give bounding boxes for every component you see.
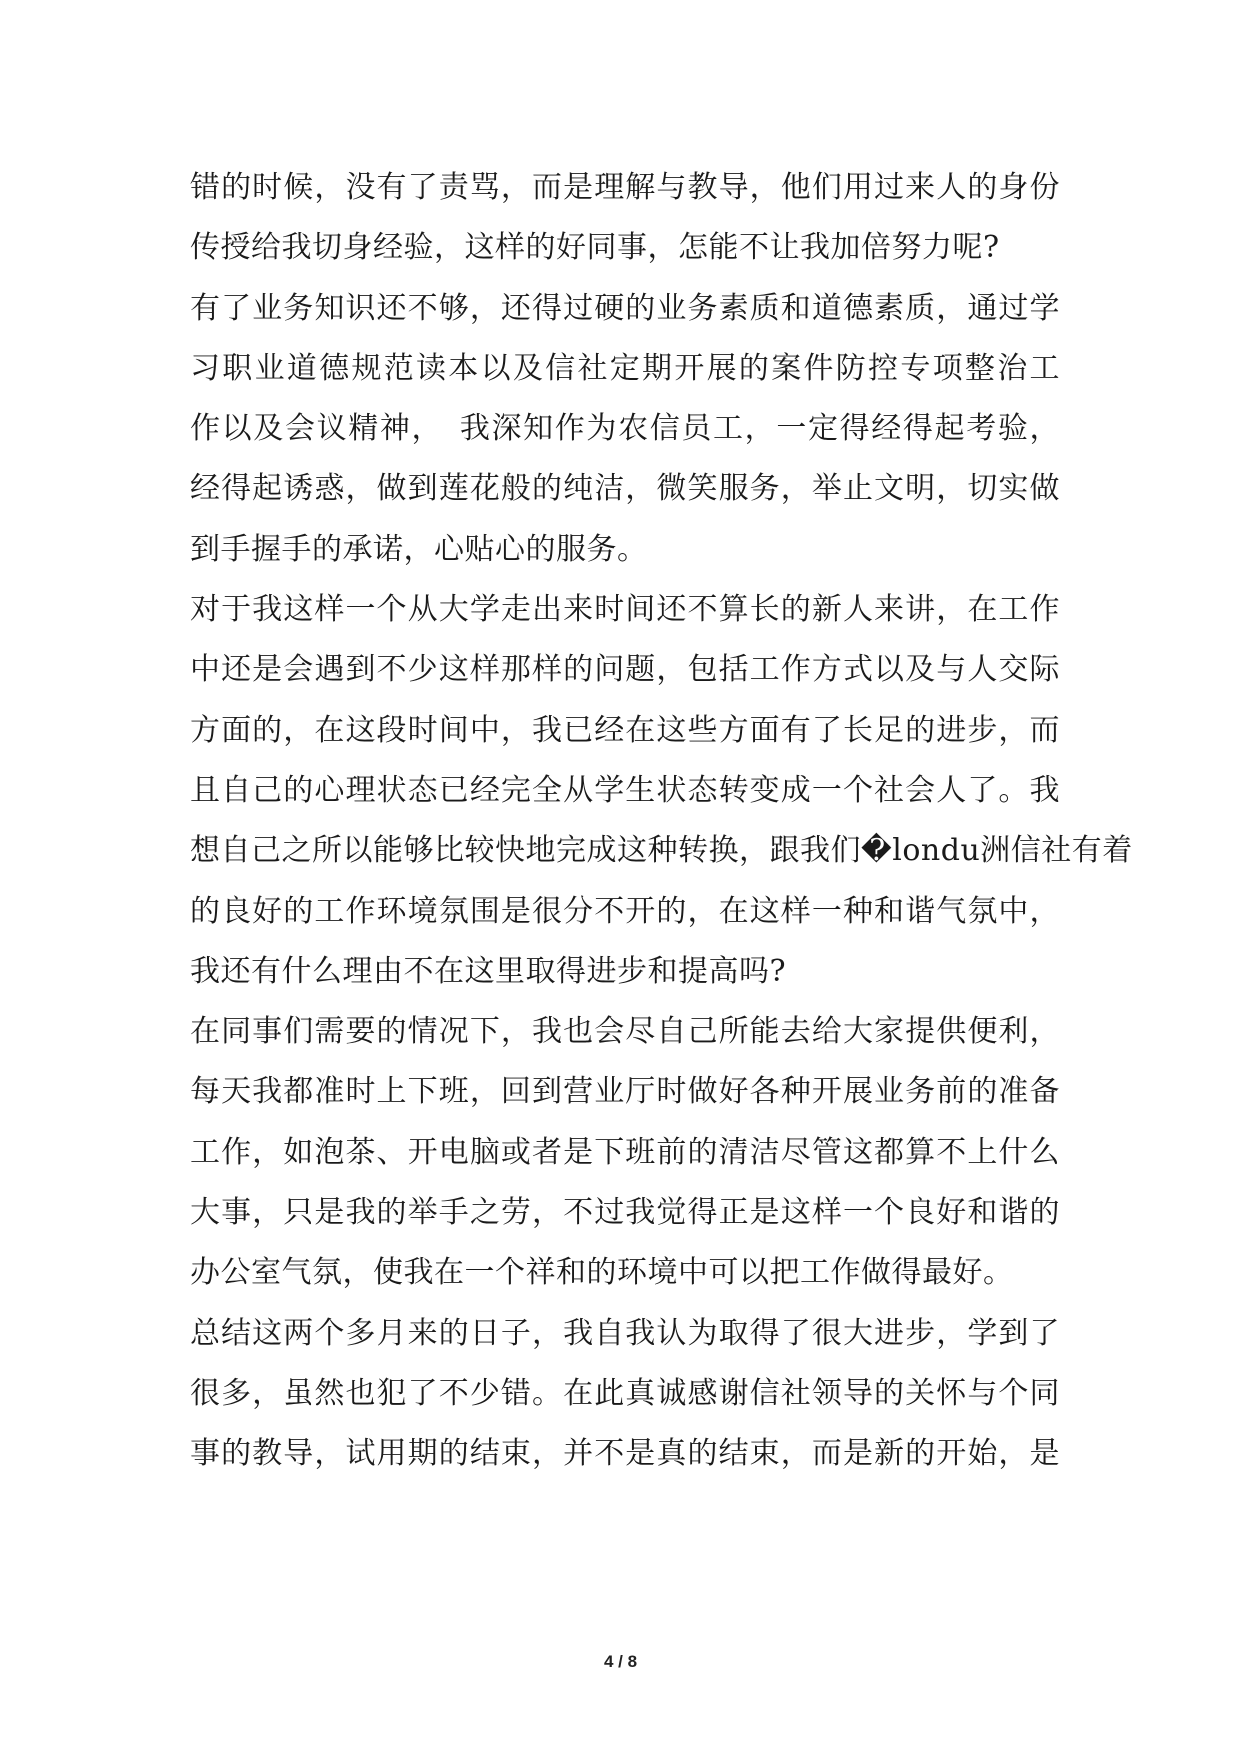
text-line: 总结这两个多月来的日子，我自我认为取得了很大进步，学到了 [190, 1315, 1060, 1351]
text-line: 对于我这样一个从大学走出来时间还不算长的新人来讲，在工作 [190, 592, 1060, 628]
text-line: 的良好的工作环境氛围是很分不开的，在这样一种和谐气氛中， [190, 893, 1060, 929]
text-line: 方面的，在这段时间中，我已经在这些方面有了长足的进步，而 [190, 712, 1060, 748]
text-line: 我还有什么理由不在这里取得进步和提高吗? [190, 953, 787, 989]
text-line: 传授给我切身经验，这样的好同事，怎能不让我加倍努力呢? [190, 230, 1000, 266]
text-line: 有了业务知识还不够，还得过硬的业务素质和道德素质，通过学 [190, 290, 1060, 326]
text-line: 作以及会议精神， 我深知作为农信员工，一定得经得起考验， [190, 411, 1060, 447]
text-line: 到手握手的承诺，心贴心的服务。 [190, 531, 648, 567]
document-body [190, 158, 1133, 1485]
text-line: 想自己之所以能够比较快地完成这种转换，跟我们�londu洲信社有着 [190, 833, 1133, 869]
text-line: 很多，虽然也犯了不少错。在此真诚感谢信社领导的关怀与个同 [190, 1375, 1060, 1411]
text-line: 经得起诱惑，做到莲花般的纯洁，微笑服务，举止文明，切实做 [190, 471, 1060, 507]
page-number: 4 / 8 [603, 1652, 638, 1671]
text-line: 办公室气氛，使我在一个祥和的环境中可以把工作做得最好。 [190, 1255, 1014, 1291]
text-line: 习职业道德规范读本以及信社定期开展的案件防控专项整治工 [190, 350, 1060, 386]
text-line: 大事，只是我的举手之劳，不过我觉得正是这样一个良好和谐的 [190, 1195, 1060, 1231]
text-line: 在同事们需要的情况下，我也会尽自己所能去给大家提供便利， [190, 1014, 1060, 1050]
text-line: 每天我都准时上下班，回到营业厅时做好各种开展业务前的准备 [190, 1074, 1060, 1110]
text-line: 错的时候，没有了责骂，而是理解与教导，他们用过来人的身份 [190, 170, 1060, 205]
text-line: 中还是会遇到不少这样那样的问题，包括工作方式以及与人交际 [190, 652, 1060, 688]
text-line: 工作，如泡茶、开电脑或者是下班前的清洁尽管这都算不上什么 [190, 1134, 1060, 1170]
text-line: 事的教导，试用期的结束，并不是真的结束，而是新的开始，是 [190, 1436, 1060, 1472]
text-line: 且自己的心理状态已经完全从学生状态转变成一个社会人了。我 [190, 772, 1060, 808]
